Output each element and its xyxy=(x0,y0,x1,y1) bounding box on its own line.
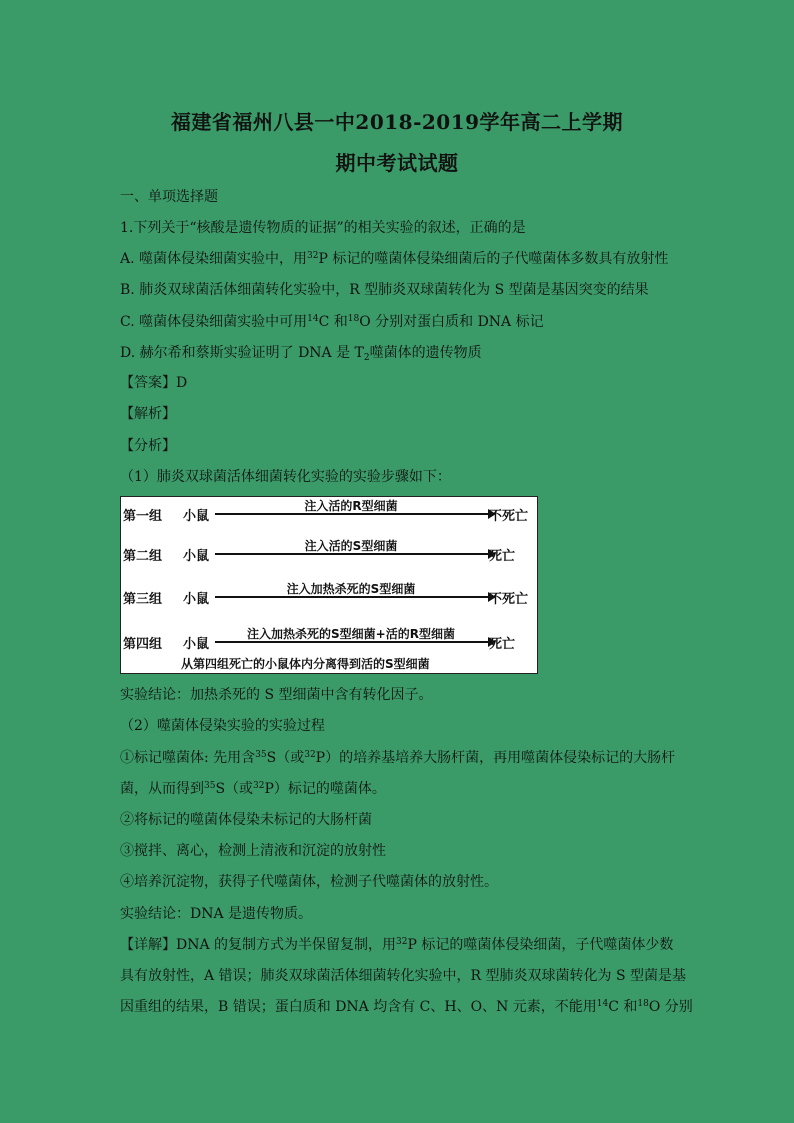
action-label: 注入加热杀死的S型细菌+活的R型细菌 xyxy=(247,627,455,641)
detail-line-2: 具有放射性，A 错误；肺炎双球菌活体细菌转化实验中，R 型肺炎双球菌转化为 S 型菌是基 xyxy=(120,968,687,984)
mouse-label: 小鼠 xyxy=(183,637,210,652)
step-2: ②将标记的噬菌体侵染未标记的大肠杆菌 xyxy=(120,812,372,828)
step-3: ③搅拌、离心，检测上清液和沉淀的放射性 xyxy=(120,843,386,859)
question-stem: 1.下列关于“核酸是遗传物质的证据”的相关实验的叙述，正确的是 xyxy=(120,220,526,236)
step-1-cont: 菌，从而得到$^{35}$S（或$^{32}$P）标记的噬菌体。 xyxy=(120,781,386,797)
document-subtitle: 期中考试试题 xyxy=(335,151,459,175)
mouse-label: 小鼠 xyxy=(183,592,210,607)
group-label: 第一组 xyxy=(123,509,163,524)
mouse-label: 小鼠 xyxy=(183,549,210,564)
result-label: 不死亡 xyxy=(489,592,529,607)
conclusion-2: 实验结论：DNA 是遗传物质。 xyxy=(120,906,313,922)
answer: 【答案】D xyxy=(120,375,188,391)
option-b: B. 肺炎双球菌活体细菌转化实验中，R 型肺炎双球菌转化为 S 型菌是基因突变的结果 xyxy=(120,282,649,298)
diagram-footer: 从第四组死亡的小鼠体内分离得到活的S型细菌 xyxy=(181,657,430,671)
document-title: 福建省福州八县一中2018-2019学年高二上学期 xyxy=(170,110,624,134)
result-label: 死亡 xyxy=(489,549,516,564)
group-label: 第三组 xyxy=(123,592,163,607)
result-label: 死亡 xyxy=(489,637,516,652)
fenxi-heading: 【分析】 xyxy=(120,438,176,454)
analysis-heading: 【解析】 xyxy=(120,406,176,422)
step-1: ①标记噬菌体: 先用含$^{35}$S（或$^{32}$P）的培养基培养大肠杆菌，再用噬菌体侵染标记的大肠杆 xyxy=(120,750,676,766)
arrow xyxy=(215,641,489,643)
detail-line-3: 因重组的结果，B 错误；蛋白质和 DNA 均含有 C、H、O、N 元素，不能用$^{14}$C 和$^{18}$O 分别 xyxy=(120,999,693,1015)
option-d: D. 赫尔希和蔡斯实验证明了 DNA 是 $T_2$噬菌体的遗传物质 xyxy=(120,345,482,363)
arrow xyxy=(215,513,489,515)
group-label: 第二组 xyxy=(123,549,163,564)
option-c: C. 噬菌体侵染细菌实验中可用$^{14}$C 和$^{18}$O 分别对蛋白质和 DNA 标记 xyxy=(120,314,544,330)
experiment-diagram xyxy=(120,496,538,674)
action-label: 注入活的S型细菌 xyxy=(304,539,398,553)
group-label: 第四组 xyxy=(123,637,163,652)
option-a: A. 噬菌体侵染细菌实验中，用$^{32}$P 标记的噬菌体侵染细菌后的子代噬菌体多数具有放射性 xyxy=(120,251,669,267)
result-label: 不死亡 xyxy=(489,509,529,524)
step-4: ④培养沉淀物，获得子代噬菌体，检测子代噬菌体的放射性。 xyxy=(120,874,498,890)
part1-heading: （1）肺炎双球菌活体细菌转化实验的实验步骤如下： xyxy=(120,469,451,485)
action-label: 注入加热杀死的S型细菌 xyxy=(286,582,416,596)
part2-heading: （2）噬菌体侵染实验的实验过程 xyxy=(120,718,325,734)
detail-line-1: 【详解】DNA 的复制方式为半保留复制，用$^{32}$P 标记的噬菌体侵染细菌，子代噬菌体少数 xyxy=(120,937,674,953)
section-heading: 一、单项选择题 xyxy=(120,189,218,205)
mouse-label: 小鼠 xyxy=(183,509,210,524)
arrow xyxy=(215,596,489,598)
arrow xyxy=(215,553,489,555)
action-label: 注入活的R型细菌 xyxy=(304,499,398,513)
conclusion-1: 实验结论：加热杀死的 S 型细菌中含有转化因子。 xyxy=(120,687,433,703)
